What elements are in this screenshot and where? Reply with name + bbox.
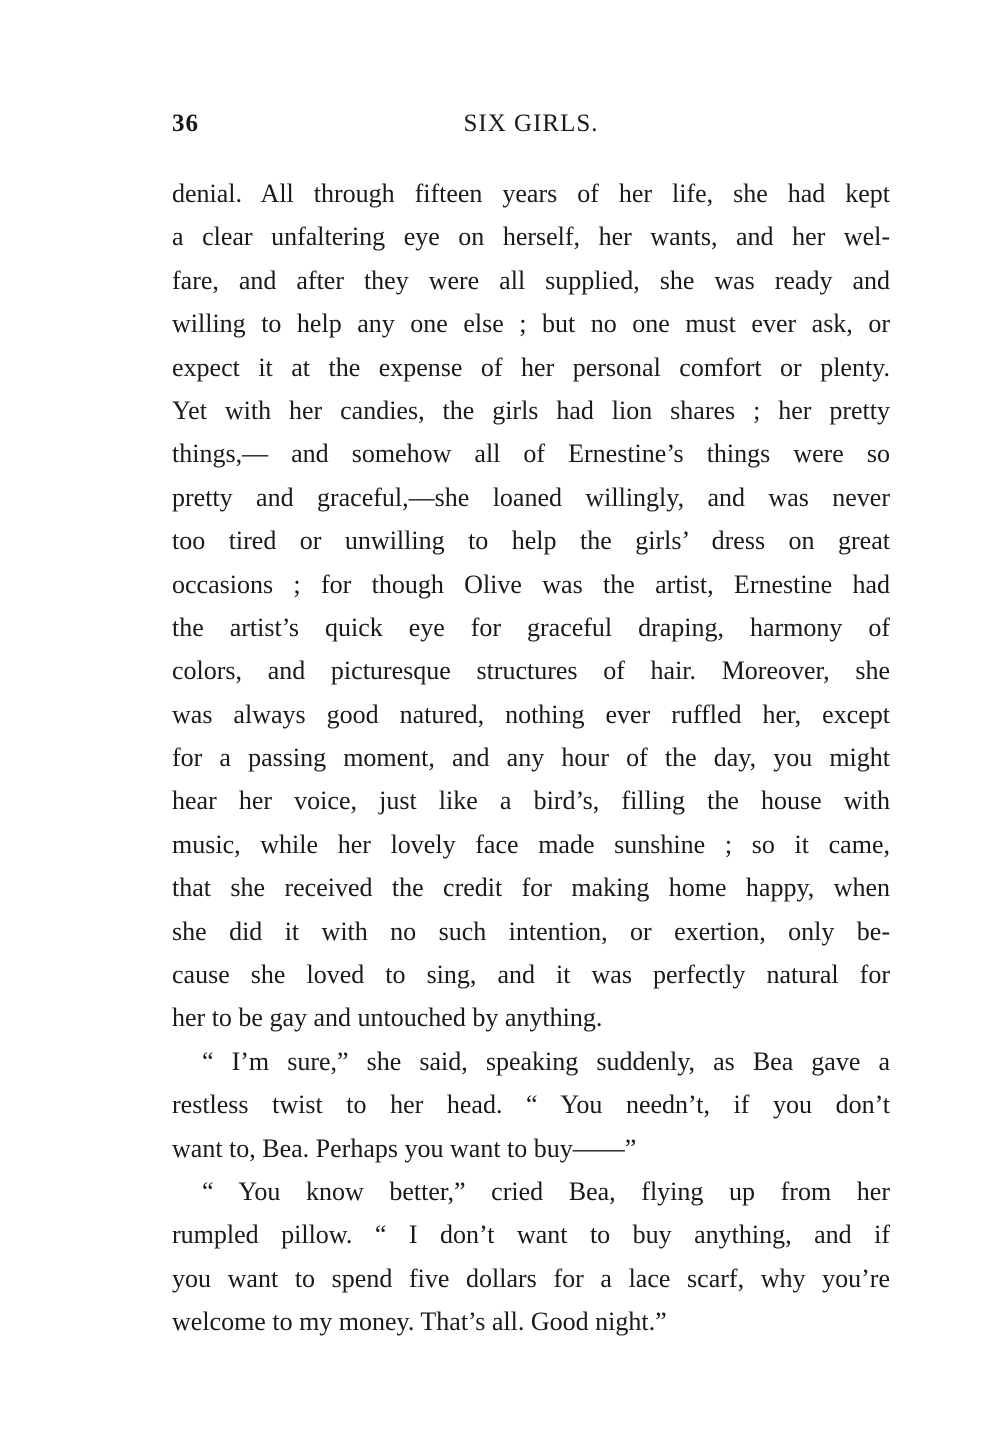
- text-line: colors, and picturesque structures of hair. Moreover, she: [172, 656, 890, 686]
- text-line: music, while her lovely face made sunshine ; so it came,: [172, 829, 890, 859]
- text-line: too tired or unwilling to help the girls’ dress on great: [172, 526, 890, 556]
- paragraph: [172, 1170, 890, 1344]
- text-line: restless twist to her head. “ You needn’t, if you don’t: [172, 1090, 890, 1120]
- text-line: welcome to my money. That’s all. Good night.”: [172, 1307, 667, 1337]
- text-line: “ You know better,” cried Bea, flying up from her: [202, 1176, 890, 1206]
- text-line: occasions ; for though Olive was the artist, Ernestine had: [172, 569, 890, 599]
- page-number: 36: [172, 110, 199, 137]
- text-line: “ I’m sure,” she said, speaking suddenly, as Bea gave a: [202, 1046, 890, 1076]
- text-line: rumpled pillow. “ I don’t want to buy anything, and if: [172, 1220, 890, 1250]
- text-line: pretty and graceful,—she loaned willingly, and was never: [172, 482, 890, 512]
- text-line: expect it at the expense of her personal comfort or plenty.: [172, 352, 890, 382]
- text-line: she did it with no such intention, or exertion, only be-: [172, 916, 890, 946]
- text-line: things,— and somehow all of Ernestine’s things were so: [172, 439, 890, 469]
- text-line: her to be gay and untouched by anything.: [172, 1003, 603, 1033]
- text-line: you want to spend five dollars for a lace scarf, why you’re: [172, 1263, 890, 1293]
- text-line: fare, and after they were all supplied, she was ready and: [172, 265, 890, 295]
- text-line: cause she loved to sing, and it was perfectly natural for: [172, 960, 890, 990]
- text-line: denial. All through fifteen years of her life, she had kept: [172, 179, 890, 208]
- paragraph: [172, 172, 890, 1040]
- text-line: Yet with her candies, the girls had lion shares ; her pretty: [172, 395, 890, 425]
- text-line: willing to help any one else ; but no one must ever ask, or: [172, 309, 890, 339]
- text-line: want to, Bea. Perhaps you want to buy——”: [172, 1133, 637, 1163]
- paragraph: [172, 1040, 890, 1170]
- running-header: [172, 110, 890, 146]
- body-text: [172, 172, 890, 1344]
- text-line: was always good natured, nothing ever ruffled her, except: [172, 699, 890, 729]
- text-line: hear her voice, just like a bird’s, filling the house with: [172, 786, 890, 816]
- running-title: SIX GIRLS.: [463, 110, 599, 137]
- text-line: a clear unfaltering eye on herself, her wants, and her wel-: [172, 222, 890, 252]
- text-line: that she received the credit for making home happy, when: [172, 873, 890, 903]
- text-line: for a passing moment, and any hour of the day, you might: [172, 743, 890, 773]
- text-line: the artist’s quick eye for graceful draping, harmony of: [172, 612, 890, 642]
